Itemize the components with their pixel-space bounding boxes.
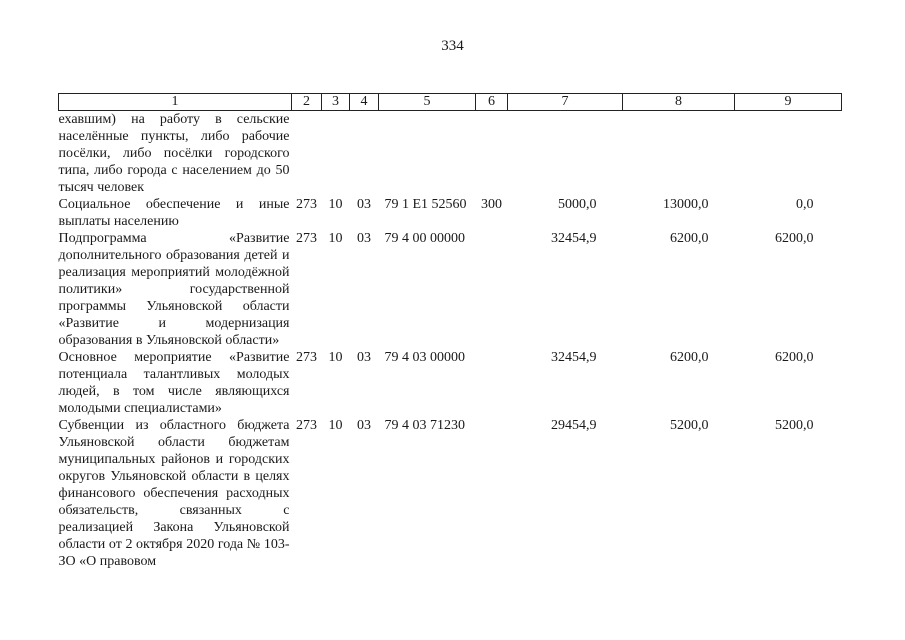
row-code-3: 10 (328, 350, 343, 365)
row-code-5 (379, 111, 476, 197)
row-code-6 (476, 230, 508, 349)
row-amount-8: 6200,0 (670, 231, 709, 246)
column-header-6: 6 (476, 94, 508, 111)
column-header-4: 4 (350, 94, 379, 111)
table-row (59, 230, 842, 349)
row-code-5: 79 4 03 00000 (384, 350, 465, 365)
row-amount-7: 5000,0 (558, 197, 597, 212)
column-header-2: 2 (292, 94, 322, 111)
table-row (59, 349, 842, 417)
column-header-1: 1 (59, 94, 292, 111)
budget-table (58, 93, 842, 570)
row-amount-8: 13000,0 (663, 197, 709, 212)
row-code-2: 273 (296, 231, 317, 246)
row-name: Основное мероприятие «Развитие потенциала талантливых молодых людей, в том числе являющихся молодыми специалистами» (58, 350, 290, 416)
row-code-4: 03 (357, 350, 371, 365)
row-code-4: 03 (357, 418, 371, 433)
row-name: ехавшим) на работу в сельские населённые пункты, либо рабочие посёлки, либо посёлки городского типа, либо города с населением до 50 тысяч человек (58, 112, 290, 195)
row-code-3 (322, 111, 350, 197)
row-code-3: 10 (328, 231, 343, 246)
row-amount-9: 0,0 (796, 197, 814, 212)
row-code-5: 79 1 Е1 52560 (384, 197, 467, 212)
column-header-8: 8 (623, 94, 735, 111)
row-name: Социальное обеспечение и иные выплаты населению (58, 197, 290, 229)
row-code-6 (476, 111, 508, 197)
row-amount-7: 32454,9 (551, 231, 597, 246)
row-code-2: 273 (296, 418, 317, 433)
row-code-5: 79 4 00 00000 (384, 231, 465, 246)
row-code-6 (476, 349, 508, 417)
row-amount-9: 6200,0 (775, 350, 814, 365)
row-amount-9: 5200,0 (775, 418, 814, 433)
row-code-6 (476, 417, 508, 570)
row-code-3: 10 (328, 197, 343, 212)
row-amount-8: 5200,0 (670, 418, 709, 433)
row-amount-7: 32454,9 (551, 350, 597, 365)
row-code-3: 10 (328, 418, 343, 433)
row-amount-8: 6200,0 (670, 350, 709, 365)
row-amount-9: 6200,0 (775, 231, 814, 246)
column-header-7: 7 (508, 94, 623, 111)
table-row (59, 417, 842, 570)
column-header-9: 9 (735, 94, 842, 111)
table-header-row (59, 94, 842, 111)
row-code-2: 273 (296, 197, 317, 212)
column-header-3: 3 (322, 94, 350, 111)
table-row (59, 196, 842, 230)
row-amount-7 (508, 111, 623, 197)
row-code-5: 79 4 03 71230 (384, 418, 465, 433)
row-code-4: 03 (357, 231, 371, 246)
row-name: Субвенции из областного бюджета Ульяновской области бюджетам муниципальных районов и городских округов Ульяновской области в целях финансового обеспечения расходных обязательств, связанных с реализацией Закона Ульяновской области от 2 октября 2020 года № 103-ЗО «О правовом (58, 418, 290, 569)
row-code-2 (292, 111, 322, 197)
row-amount-7: 29454,9 (551, 418, 597, 433)
column-header-5: 5 (379, 94, 476, 111)
page-number: 334 (441, 38, 464, 54)
row-code-2: 273 (296, 350, 317, 365)
row-code-6: 300 (481, 197, 502, 212)
row-code-4 (350, 111, 379, 197)
row-name: Подпрограмма «Развитие дополнительного образования детей и реализация мероприятий молодёжной политики» государственной программы Ульяновской области «Развитие и модернизация образования в Ульяновской области» (58, 231, 290, 348)
row-code-4: 03 (357, 197, 371, 212)
row-amount-8 (623, 111, 735, 197)
table-row (59, 111, 842, 197)
row-amount-9 (735, 111, 842, 197)
